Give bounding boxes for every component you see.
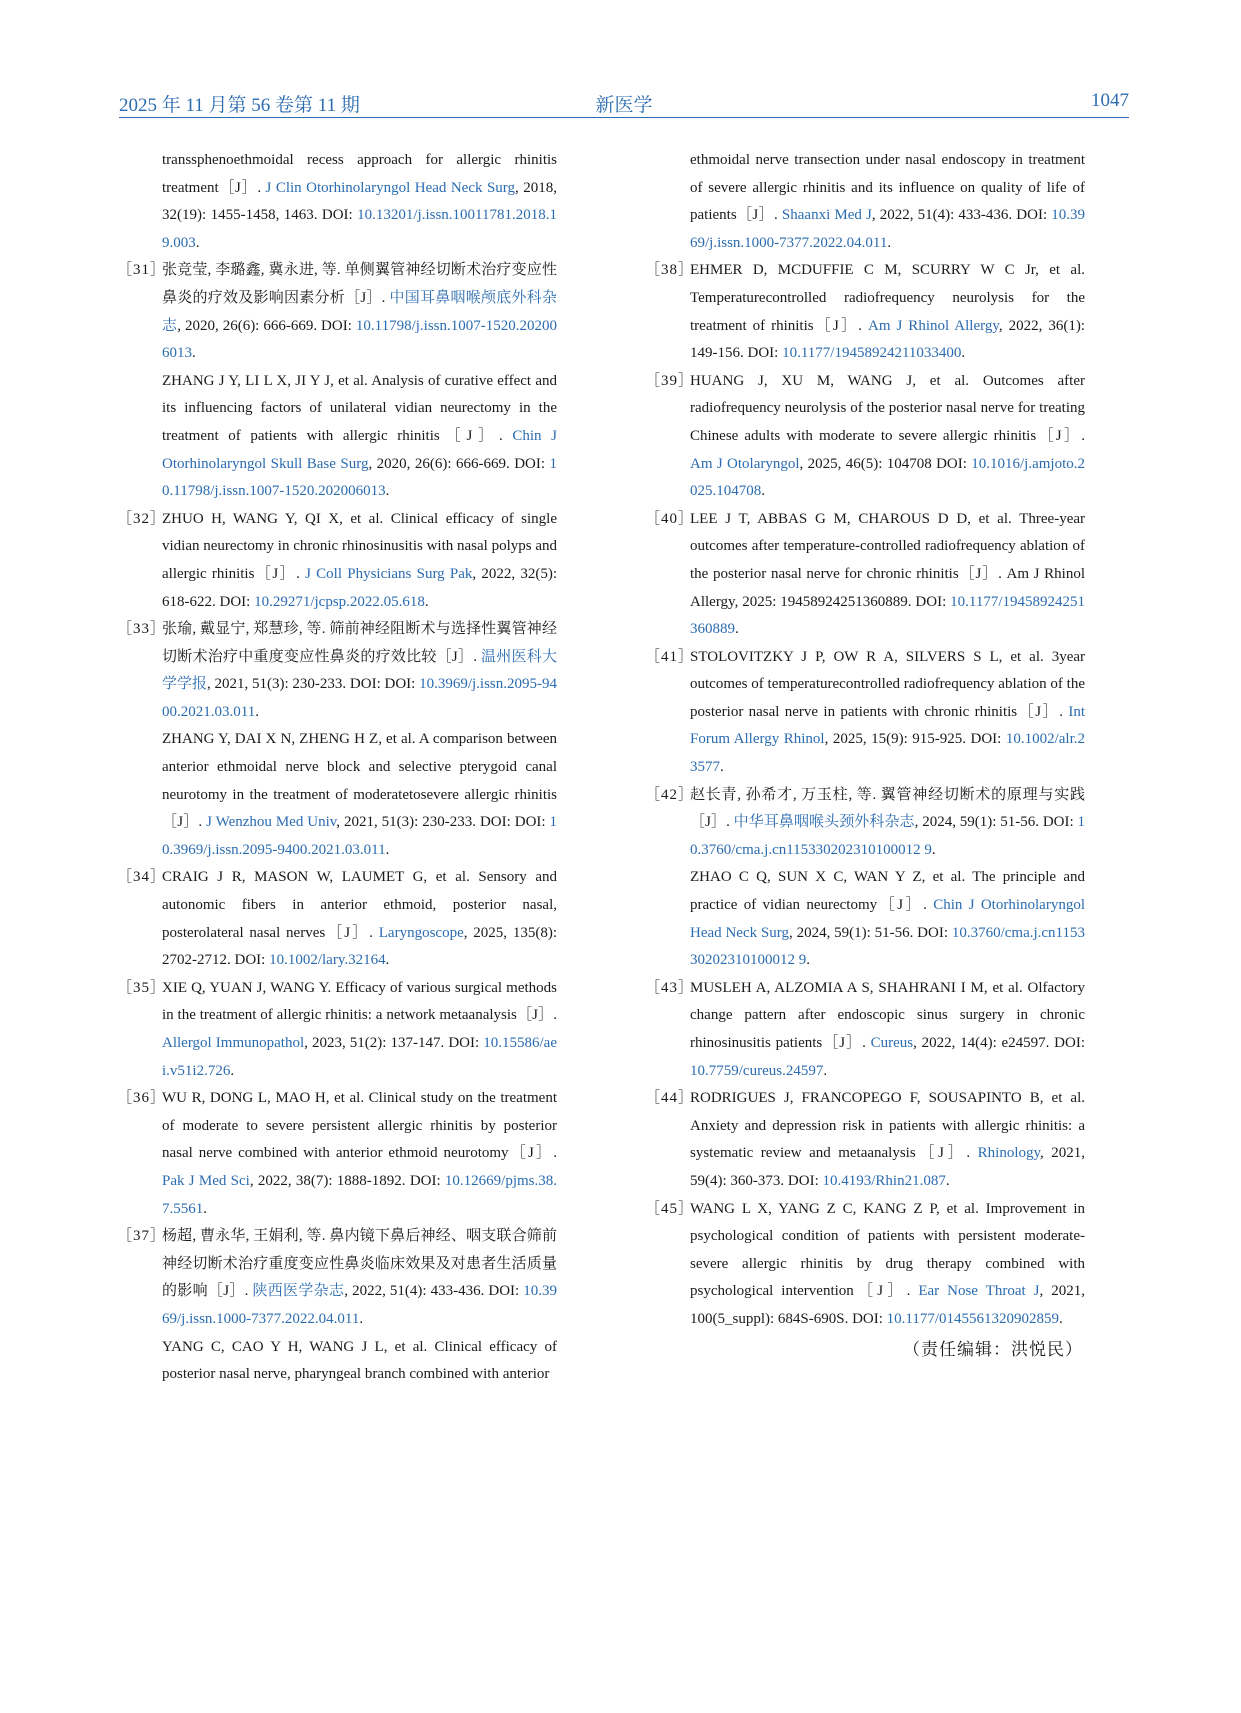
- reference-entry: [117, 257, 557, 505]
- citation-details: , 2022, 38(7): 1888-1892. DOI:: [249, 1172, 445, 1189]
- citation-details: , 2024, 59(1): 51-56. DOI:: [914, 814, 1078, 831]
- citation-text: 张瑜, 戴显宁, 郑慧珍, 等. 筛前神经阻断术与选择性翼管神经切断术治疗中重度变应性鼻炎的疗效比较［J］.: [162, 621, 557, 665]
- reference-text: [690, 1085, 1085, 1195]
- reference-entry: [645, 257, 1085, 367]
- citation-details: , 2023, 51(2): 137-147. DOI:: [304, 1035, 484, 1051]
- doi-link[interactable]: 10.1177/19458924211033400: [782, 345, 962, 362]
- doi-link[interactable]: 10.1177/19458924251360889: [690, 593, 1085, 638]
- doi-link[interactable]: 10.1002/lary.32164: [269, 952, 386, 969]
- citation-end: .: [195, 234, 200, 251]
- citation-details: , 2021, 51(3): 230-233. DOI: DOI:: [336, 814, 550, 831]
- reference-number: ［43］: [645, 979, 695, 996]
- journal-title: J Clin Otorhinolaryngol Head Neck Surg: [265, 179, 516, 196]
- journal-title: Am J Otolaryngol: [690, 455, 800, 472]
- citation-text: STOLOVITZKY J P, OW R A, SILVERS S L, et al. 3year outcomes of temperaturecontrolled radiofrequency ablation of the posterior nasal nerve in patients with chronic rhinitis［J］.: [690, 648, 1085, 720]
- citation-end: .: [806, 952, 810, 969]
- citation-details: , 2021, 100(5_suppl): 684S-690S. DOI:: [690, 1283, 1085, 1327]
- journal-name: 新医学: [595, 95, 653, 116]
- journal-title: Laryngoscope: [378, 924, 464, 941]
- journal-title: Allergol Immunopathol: [162, 1035, 305, 1051]
- citation-end: .: [385, 952, 390, 969]
- reference-text: [162, 1085, 557, 1223]
- doi-link[interactable]: 10.3969/j.issn.2095-9400.2021.03.011: [162, 814, 558, 858]
- citation-text: ZHANG Y, DAI X N, ZHENG H Z, et al. A comparison between anterior ethmoidal nerve block and selective pterygoid canal neurotomy in the treatment of moderatetosevere allergic rhinitis［J］.: [162, 731, 557, 831]
- reference-entry: [117, 864, 557, 974]
- citation-end: .: [230, 1062, 235, 1079]
- citation-end: .: [887, 234, 892, 251]
- journal-title: Ear Nose Throat J: [918, 1283, 1040, 1300]
- citation-text: WANG L X, YANG Z C, KANG Z P, et al. Improvement in psychological condition of patients with persistent moderate-severe allergic rhinitis by drug therapy combined with psychological intervention［J］.: [690, 1200, 1085, 1300]
- reference-text: [162, 1223, 557, 1333]
- journal-title: 中华耳鼻咽喉头颈外科杂志: [733, 814, 915, 831]
- citation-end: .: [424, 593, 429, 610]
- citation-details: , 2025, 46(5): 104708 DOI:: [799, 455, 972, 472]
- journal-title: Int Forum Allergy Rhinol: [690, 703, 1085, 748]
- citation-end: .: [359, 1310, 364, 1327]
- citation-end: .: [961, 345, 966, 362]
- citation-end: .: [735, 621, 739, 638]
- reference-text: [162, 975, 557, 1085]
- responsible-editor: （责任编辑：洪悦民）: [903, 1339, 1083, 1359]
- reference-entry: [645, 1085, 1085, 1195]
- reference-entry: [117, 506, 557, 616]
- journal-title: Rhinology: [977, 1145, 1041, 1162]
- references-left-column: [117, 147, 557, 1389]
- page-number: 1047: [1091, 90, 1129, 111]
- journal-title: Am J Rhinol Allergy: [868, 317, 999, 334]
- reference-text: [162, 506, 557, 616]
- citation-details: , 2022, 36(1): 149-156. DOI:: [690, 317, 1085, 362]
- reference-number: ［37］: [117, 1228, 167, 1245]
- journal-title: 温州医科大学学报: [162, 648, 557, 693]
- journal-title: Chin J Otorhinolaryngol Skull Base Surg: [162, 427, 557, 472]
- citation-text: ethmoidal nerve transection under nasal endoscopy in treatment of severe allergic rhinitis and its influence on quality of life of patients［J］.: [690, 152, 1085, 224]
- citation-end: .: [761, 483, 765, 500]
- citation-details: , 2025, 15(9): 915-925. DOI:: [824, 731, 1006, 748]
- citation-details: , 2018, 32(19): 1455-1458, 1463. DOI:: [162, 179, 557, 224]
- journal-title: Shaanxi Med J: [781, 207, 872, 224]
- doi-link[interactable]: 10.15586/aei.v51i2.726: [162, 1035, 557, 1079]
- citation-details: , 2021, 59(4): 360-373. DOI:: [690, 1145, 1086, 1189]
- doi-link[interactable]: 10.13201/j.issn.10011781.2018.19.003: [162, 207, 557, 251]
- citation-end: .: [192, 345, 196, 362]
- reference-number: ［40］: [645, 510, 695, 527]
- reference-number: ［31］: [117, 262, 167, 279]
- citation-details: , 2022, 51(4): 433-436. DOI:: [344, 1283, 524, 1300]
- issue-info: 2025 年 11 月第 56 卷第 11 期: [119, 95, 360, 116]
- doi-link[interactable]: 10.1177/0145561320902859: [886, 1310, 1060, 1327]
- reference-number: ［34］: [117, 869, 167, 886]
- citation-end: .: [385, 483, 390, 500]
- reference-text: [690, 1196, 1085, 1334]
- reference-number: ［38］: [645, 262, 695, 279]
- reference-number: ［42］: [645, 786, 695, 803]
- reference-text: [162, 1334, 557, 1389]
- reference-text: [162, 368, 557, 506]
- citation-text: CRAIG J R, MASON W, LAUMET G, et al. Sensory and autonomic fibers in anterior ethmoid, posterior nasal, posterolateral nasal nerves［J］.: [162, 869, 557, 941]
- reference-text: [162, 257, 557, 367]
- reference-entry: [645, 644, 1085, 782]
- citation-text: ZHAO C Q, SUN X C, WAN Y Z, et al. The principle and practice of vidian neurectomy［J］.: [690, 869, 1085, 914]
- citation-text: ZHANG J Y, LI L X, JI Y J, et al. Analysis of curative effect and its influencing factors of unilateral vidian neurectomy in the treatment of patients with allergic rhinitis［J］.: [162, 372, 557, 444]
- reference-entry: [645, 147, 1085, 257]
- reference-text: [162, 147, 557, 257]
- header-divider: [119, 117, 1129, 118]
- doi-link[interactable]: 10.1016/j.amjoto.2025.104708: [690, 455, 1085, 500]
- doi-link[interactable]: 10.7759/cureus.24597: [690, 1062, 824, 1079]
- citation-text: LEE J T, ABBAS G M, CHAROUS D D, et al. Three-year outcomes after temperature-controlled radiofrequency ablation of the posterior nasal nerve for chronic rhinitis［J］. Am J Rhinol Allergy, 2025: 19458924251360889. DOI:: [690, 510, 1085, 610]
- citation-text: ZHUO H, WANG Y, QI X, et al. Clinical efficacy of single vidian neurectomy in chronic rhinosinusitis with nasal polyps and allergic rhinitis［J］.: [162, 510, 557, 582]
- doi-link[interactable]: 10.11798/j.issn.1007-1520.202006013: [162, 455, 557, 500]
- reference-number: ［44］: [645, 1090, 695, 1107]
- citation-details: , 2022, 14(4): e24597. DOI:: [913, 1035, 1085, 1051]
- reference-text: [690, 644, 1085, 782]
- reference-text: [690, 506, 1085, 644]
- page-header: [119, 90, 1129, 118]
- reference-text: [690, 975, 1085, 1085]
- doi-link[interactable]: 10.3969/j.issn.1000-7377.2022.04.011: [162, 1283, 557, 1327]
- citation-text: RODRIGUES J, FRANCOPEGO F, SOUSAPINTO B, et al. Anxiety and depression risk in patients with allergic rhinitis: a systematic review and metaanalysis［J］.: [690, 1090, 1085, 1162]
- reference-number: ［33］: [117, 621, 167, 638]
- journal-title: 中国耳鼻咽喉颅底外科杂志: [162, 289, 557, 334]
- journal-title: J Coll Physicians Surg Pak: [305, 565, 473, 582]
- citation-details: , 2020, 26(6): 666-669. DOI:: [368, 455, 550, 472]
- journal-title: Cureus: [870, 1035, 914, 1051]
- doi-link[interactable]: 10.3969/j.issn.2095-9400.2021.03.011: [162, 676, 558, 720]
- journal-title: Pak J Med Sci: [162, 1172, 250, 1189]
- reference-entry: [645, 1196, 1085, 1334]
- citation-end: .: [203, 1200, 207, 1217]
- reference-text: [690, 864, 1085, 974]
- doi-link[interactable]: 10.4193/Rhin21.087: [822, 1172, 946, 1189]
- citation-end: .: [945, 1172, 950, 1189]
- reference-text: [162, 726, 557, 864]
- reference-entry: [117, 616, 557, 864]
- citation-details: , 2021, 51(3): 230-233. DOI: DOI:: [207, 676, 420, 693]
- citation-text: 张竞莹, 李璐鑫, 冀永进, 等. 单侧翼管神经切断术治疗变应性鼻炎的疗效及影响因素分析［J］.: [162, 262, 557, 306]
- doi-link[interactable]: 10.3760/cma.j.cn115330202310100012 9: [690, 924, 1085, 969]
- doi-link[interactable]: 10.3760/cma.j.cn115330202310100012 9: [690, 814, 1085, 858]
- citation-text: HUANG J, XU M, WANG J, et al. Outcomes after radiofrequency neurolysis of the posterior nasal nerve for treating Chinese adults with moderate to severe allergic rhinitis［J］.: [690, 372, 1085, 444]
- citation-text: XIE Q, YUAN J, WANG Y. Efficacy of various surgical methods in the treatment of allergic rhinitis: a network metaanalysis［J］.: [162, 979, 557, 1024]
- citation-end: .: [823, 1062, 828, 1079]
- reference-number: ［32］: [117, 510, 167, 527]
- doi-link[interactable]: 10.29271/jcpsp.2022.05.618: [254, 593, 425, 610]
- citation-end: .: [1059, 1310, 1063, 1327]
- references-right-column: [645, 147, 1085, 1363]
- journal-title: J Wenzhou Med Univ: [206, 814, 337, 831]
- citation-end: .: [720, 759, 724, 776]
- citation-details: , 2022, 32(5): 618-622. DOI:: [162, 565, 557, 610]
- reference-text: [690, 147, 1085, 257]
- citation-text: 杨超, 曹永华, 王娟利, 等. 鼻内镜下鼻后神经、咽支联合筛前神经切断术治疗重度变应性鼻炎临床效果及对患者生活质量的影响［J］.: [162, 1228, 557, 1300]
- reference-number: ［41］: [645, 648, 695, 665]
- citation-details: , 2024, 59(1): 51-56. DOI:: [789, 924, 952, 941]
- citation-details: , 2020, 26(6): 666-669. DOI:: [177, 317, 356, 334]
- reference-text: [162, 616, 557, 726]
- journal-title: 陕西医学杂志: [252, 1283, 345, 1300]
- citation-text: MUSLEH A, ALZOMIA A S, SHAHRANI I M, et al. Olfactory change pattern after endoscopic sinus surgery in chronic rhinosinusitis patients［J］.: [690, 979, 1085, 1051]
- reference-entry: [645, 506, 1085, 644]
- doi-link[interactable]: 10.11798/j.issn.1007-1520.202006013: [162, 317, 557, 362]
- reference-entry: [645, 975, 1085, 1085]
- citation-text: 赵长青, 孙希才, 万玉柱, 等. 翼管神经切断术的原理与实践［J］.: [690, 786, 1085, 831]
- citation-details: , 2025, 135(8): 2702-2712. DOI:: [162, 924, 557, 969]
- reference-entry: [117, 975, 557, 1085]
- reference-text: [690, 368, 1085, 506]
- citation-text: EHMER D, MCDUFFIE C M, SCURRY W C Jr, et al. Temperaturecontrolled radiofrequency neurolysis for the treatment of rhinitis［J］.: [690, 262, 1085, 334]
- citation-text: transsphenoethmoidal recess approach for allergic rhinitis treatment［J］.: [162, 152, 557, 196]
- reference-entry: [117, 147, 557, 257]
- reference-entry: [117, 1085, 557, 1223]
- citation-text: WU R, DONG L, MAO H, et al. Clinical study on the treatment of moderate to severe persistent allergic rhinitis by posterior nasal nerve combined with anterior ethmoid neurotomy［J］.: [162, 1090, 557, 1162]
- citation-end: .: [255, 703, 259, 720]
- citation-details: , 2022, 51(4): 433-436. DOI:: [871, 207, 1052, 224]
- reference-text: [162, 864, 557, 974]
- doi-link[interactable]: 10.12669/pjms.38.7.5561: [162, 1172, 558, 1217]
- reference-number: ［39］: [645, 372, 695, 389]
- reference-number: ［35］: [117, 979, 167, 996]
- journal-title: Chin J Otorhinolaryngol Head Neck Surg: [690, 897, 1085, 941]
- right-reference-list: [645, 147, 1085, 1334]
- reference-number: ［45］: [645, 1200, 695, 1217]
- reference-entry: [117, 1223, 557, 1389]
- reference-entry: [645, 368, 1085, 506]
- doi-link[interactable]: 10.1002/alr.23577: [690, 731, 1085, 776]
- reference-text: [690, 782, 1085, 865]
- citation-text: YANG C, CAO Y H, WANG J L, et al. Clinical efficacy of posterior nasal nerve, pharyngeal branch combined with anterior: [162, 1338, 557, 1383]
- citation-end: .: [931, 841, 936, 858]
- reference-entry: [645, 782, 1085, 975]
- citation-end: .: [385, 841, 390, 858]
- reference-text: [690, 257, 1085, 367]
- doi-link[interactable]: 10.3969/j.issn.1000-7377.2022.04.011: [690, 207, 1086, 251]
- reference-number: ［36］: [117, 1090, 167, 1107]
